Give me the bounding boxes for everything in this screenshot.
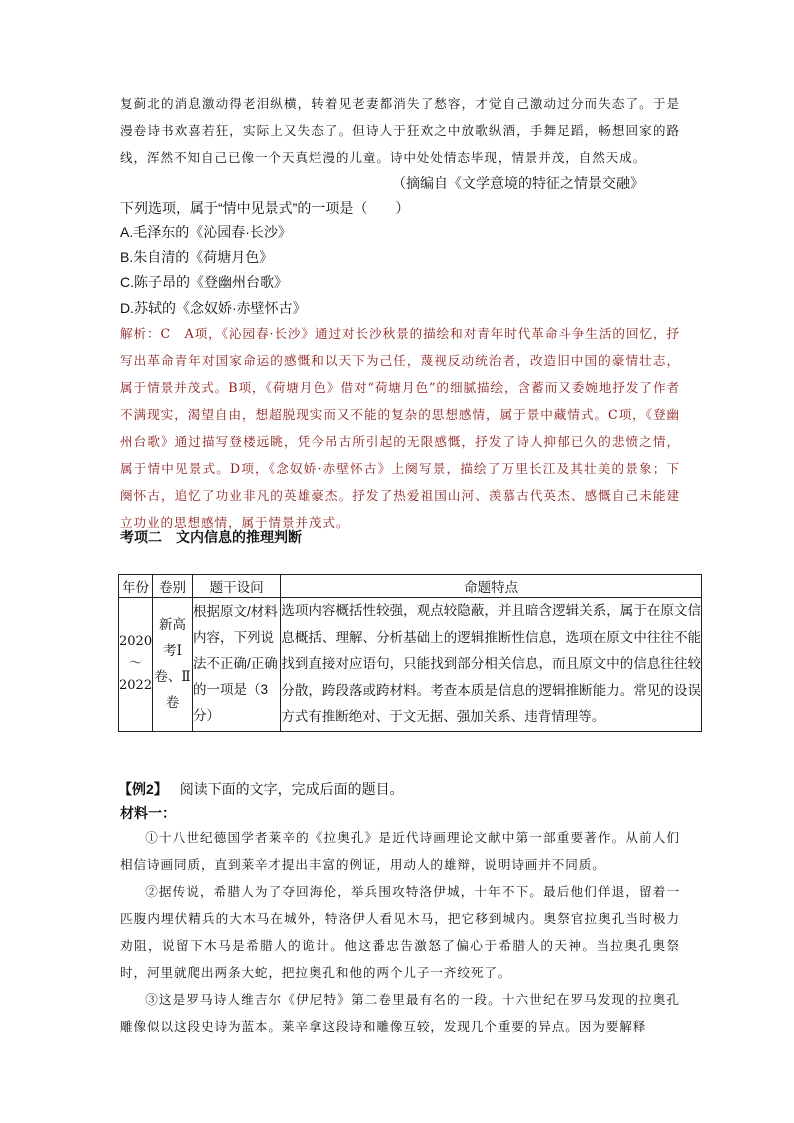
header-question: 题干设问 xyxy=(192,575,280,598)
cell-features: 选项内容概括性较强，观点较隐蔽，并且暗含逻辑关系，属于在原文信息概括、理解、分析基础上的逻辑推断性信息，选项在原文中往往不能找到直接对应语句，只能找到部分相关信息，而且原文中的信息往往较分散，跨段落或跨材料。考查本质是信息的逻辑推断能力。常见的设误方式有推断绝对、于文无据、强加关系、违背情理等。 xyxy=(281,598,702,732)
table-header-row xyxy=(119,575,702,598)
option-d: D.苏轼的《念奴娇·赤壁怀古》 xyxy=(120,300,307,316)
section-heading: 考项二 文内信息的推理判断 xyxy=(120,529,302,545)
header-features: 命题特点 xyxy=(281,575,702,598)
exam-table xyxy=(118,574,702,732)
option-a: A.毛泽东的《沁园春·长沙》 xyxy=(120,224,292,240)
example-instruction: 阅读下面的文字，完成后面的题目。 xyxy=(179,781,404,797)
top-paragraph: 复蓟北的消息激动得老泪纵横，转着见老妻都消失了愁容，才觉自己激动过分而失态了。于是漫卷诗书欢喜若狂，实际上又失态了。但诗人于狂欢之中放歌纵酒，手舞足蹈，畅想回家的路线，浑然不知自己已像一个天真烂漫的儿童。诗中处处情态毕现，情景并茂，自然天成。 xyxy=(120,96,680,165)
option-c: C.陈子昂的《登幽州台歌》 xyxy=(120,274,288,290)
cell-year xyxy=(119,598,153,732)
year-start: 2020 xyxy=(119,634,153,650)
example-line xyxy=(118,778,404,800)
option-b: B.朱自清的《荷塘月色》 xyxy=(120,249,274,265)
material-label: 材料一： xyxy=(120,805,176,821)
cell-volume: 新高考Ⅰ卷、Ⅱ卷 xyxy=(153,598,193,732)
material-paragraph-2: ②据传说，希腊人为了夺回海伦，举兵围攻特洛伊城，十年不下。最后他们佯退，留着一匹腹内埋伏精兵的大木马在城外，特洛伊人看见木马，把它移到城内。奥祭官拉奥孔当时极力劝阻，说留下木马是希腊人的诡计。他这番忠告激怒了偏心于希腊人的天神。当拉奥孔奥祭时，河里就爬出两条大蛇，把拉奥孔和他的两个儿子一齐绞死了。 xyxy=(120,884,680,980)
header-volume: 卷别 xyxy=(153,575,193,598)
question-stem: 下列选项，属于“情中见景式”的一项是（ ） xyxy=(120,200,410,216)
year-end: 2022 xyxy=(119,678,153,694)
material-paragraph-3: ③这是罗马诗人维吉尔《伊尼特》第二卷里最有名的一段。十六世纪在罗马发现的拉奥孔雕像似以这段史诗为蓝本。莱辛拿这段诗和雕像互较，发现几个重要的异点。因为要解释 xyxy=(120,992,680,1034)
material-paragraph-1: ①十八世纪德国学者莱辛的《拉奥孔》是近代诗画理论文献中第一部重要著作。从前人们相信诗画同质，直到莱辛才提出丰富的例证，用动人的雄辩，说明诗画并不同质。 xyxy=(120,830,680,872)
example-label: 【例2】 xyxy=(118,781,168,797)
cell-question: 根据原文/材料内容，下列说法不正确/正确的一项是（3分） xyxy=(192,598,280,732)
year-tilde: ～ xyxy=(129,656,143,672)
table-row xyxy=(119,598,702,732)
analysis-text: 解析：C A项，《沁园春·长沙》通过对长沙秋景的描绘和对青年时代革命斗争生活的回忆，抒写出革命青年对国家命运的感慨和以天下为己任，蔑视反动统治者，改造旧中国的豪情壮志，属于情景并茂式。B项，《荷塘月色》借对“荷塘月色”的细腻描绘，含蓄而又委婉地抒发了作者不满现实，渴望自由，想超脱现实而又不能的复杂的思想感情，属于景中藏情式。C项，《登幽州台歌》通过描写登楼远眺，凭今吊古所引起的无限感慨，抒发了诗人抑郁已久的悲愤之情，属于情中见景式。D项，《念奴娇·赤壁怀古》上阕写景，描绘了万里长江及其壮美的景象；下阕怀古，追忆了功业非凡的英雄豪杰。抒发了热爱祖国山河、羡慕古代英杰、感慨自己未能建立功业的思想感情，属于情景并茂式。 xyxy=(120,326,680,530)
source-note: （摘编自《文学意境的特征之情景交融》 xyxy=(392,175,644,191)
header-year: 年份 xyxy=(119,575,153,598)
